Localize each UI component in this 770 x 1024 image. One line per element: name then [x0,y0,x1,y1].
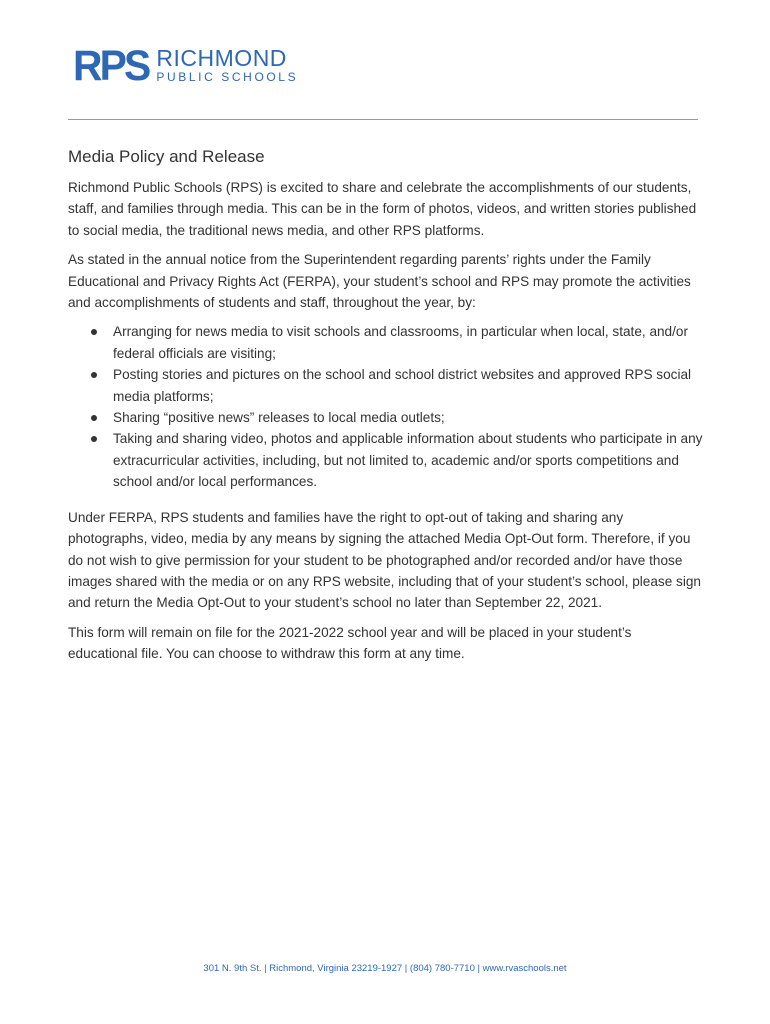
list-item: Taking and sharing video, photos and applicable information about students who participate in any extracurricular activities, including, but not limited to, academic and/or sports competitions and school and/or local performances. [91,428,704,492]
bullet-icon [91,436,97,442]
header-divider [68,119,698,120]
rps-logo [73,44,298,88]
logo-line-richmond: RICHMOND [156,45,287,71]
paragraph-intro: Richmond Public Schools (RPS) is excited to share and celebrate the accomplishments of our students, staff, and families through media. This can be in the form of photos, videos, and written stories published to social media, the traditional news media, and other RPS platforms. [68,180,697,238]
bullet-icon [91,329,97,335]
logo-wordmark [156,47,298,85]
list-item: Sharing “positive news” releases to local media outlets; [91,407,704,428]
list-item: Arranging for news media to visit schools and classrooms, in particular when local, state, and/or federal officials are visiting; [91,321,704,364]
footer-contact: 301 N. 9th St. | Richmond, Virginia 23219-1927 | (804) 780-7710 | www.rvaschools.net [203,963,567,974]
paragraph-opt-out: Under FERPA, RPS students and families have the right to opt-out of taking and sharing any photographs, video, media by any means by signing the attached Media Opt-Out form. Therefore, if you do not wish to give permission for your student to be photographed and/or recorded and/or have those images shared with the media or on any RPS website, including that of your student’s school, please sign and return the Media Opt-Out to your student’s school no later than September 22, 2021. [68,509,701,611]
document-title: Media Policy and Release [68,147,265,166]
paragraph-file-retention: This form will remain on file for the 2021-2022 school year and will be placed in your student’s educational file. You can choose to withdraw this form at any time. [68,624,632,662]
logo-line-public-schools: PUBLIC SCHOOLS [156,70,299,84]
paragraph-ferpa-notice: As stated in the annual notice from the Superintendent regarding parents’ rights under the Family Educational and Privacy Rights Act (FERPA), your student’s school and RPS may promote the activities and accomplishments of students and staff, throughout the year, by: [68,252,691,311]
activities-list [68,321,704,492]
bullet-icon [91,372,97,378]
list-item: Posting stories and pictures on the school and school district websites and approved RPS social media platforms; [91,364,704,407]
document-body [68,145,704,673]
logo-mark: RPS [73,42,149,90]
bullet-icon [91,415,97,421]
